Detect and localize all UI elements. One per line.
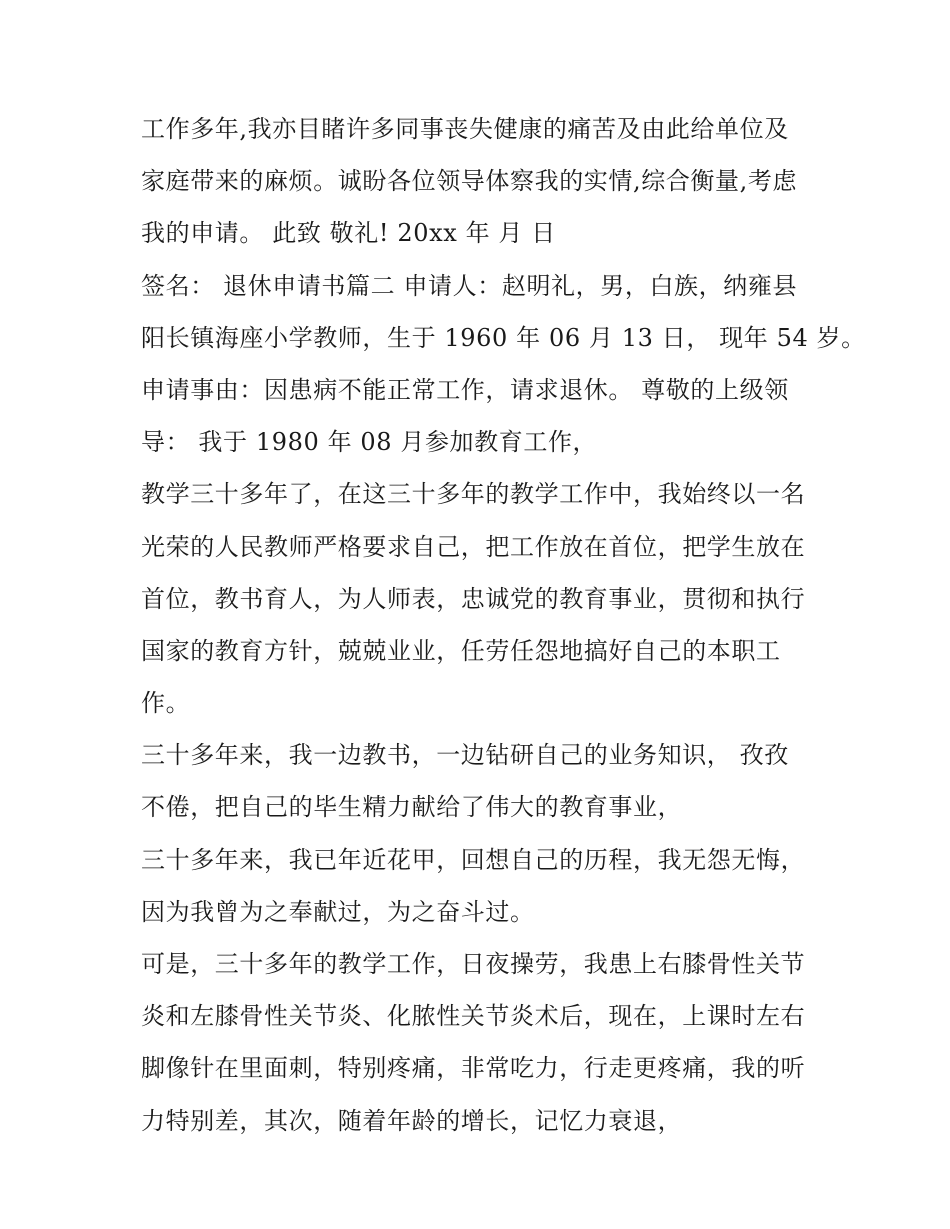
text-line-18: 炎和左膝骨性关节炎、化脓性关节炎术后，现在，上课时左右 — [141, 1002, 806, 1031]
text-line-15: 三十多年来，我已年近花甲，回想自己的历程，我无怨无悔， — [141, 845, 806, 874]
text-line-8: 教学三十多年了，在这三十多年的教学工作中，我始终以一名 — [141, 480, 806, 509]
text-line-2: 家庭带来的麻烦。诚盼各位领导体察我的实情,综合衡量,考虑 — [141, 167, 798, 196]
text-line-16: 因为我曾为之奉献过，为之奋斗过。 — [141, 897, 535, 926]
text-line-6: 申请事由：因患病不能正常工作，请求退休。 尊敬的上级领 — [141, 375, 789, 404]
text-line-13: 三十多年来，我一边教书，一边钻研自己的业务知识， 孜孜 — [141, 741, 789, 770]
text-line-11: 国家的教育方针，兢兢业业，任劳任怨地搞好自己的本职工 — [141, 636, 781, 665]
text-line-9: 光荣的人民教师严格要求自己，把工作放在首位，把学生放在 — [141, 532, 806, 561]
document-body — [141, 103, 866, 1147]
text-line-19: 脚像针在里面刺，特别疼痛，非常吃力，行走更疼痛，我的听 — [141, 1054, 806, 1083]
text-line-14: 不倦，把自己的毕生精力献给了伟大的教育事业， — [141, 793, 683, 822]
text-line-1: 工作多年,我亦目睹许多同事丧失健康的痛苦及由此给单位及 — [141, 115, 789, 143]
text-line-12: 作。 — [141, 689, 191, 718]
text-line-4: 签名： 退休申请书篇二 申请人：赵明礼，男，白族，纳雍县 — [141, 271, 798, 300]
text-line-3: 我的申请。 此致 敬礼! 20xx 年 月 日 — [141, 219, 556, 248]
text-line-5: 阳长镇海座小学教师，生于 1960 年 06 月 13 日， 现年 54 岁。 — [141, 323, 866, 352]
text-line-7: 导： 我于 1980 年 08 月参加教育工作， — [141, 428, 598, 457]
text-line-17: 可是，三十多年的教学工作，日夜操劳，我患上右膝骨性关节 — [141, 950, 806, 978]
text-line-20: 力特别差，其次，随着年龄的增长，记忆力衰退， — [141, 1106, 683, 1135]
text-line-10: 首位，教书育人，为人师表，忠诚党的教育事业，贯彻和执行 — [141, 584, 806, 613]
